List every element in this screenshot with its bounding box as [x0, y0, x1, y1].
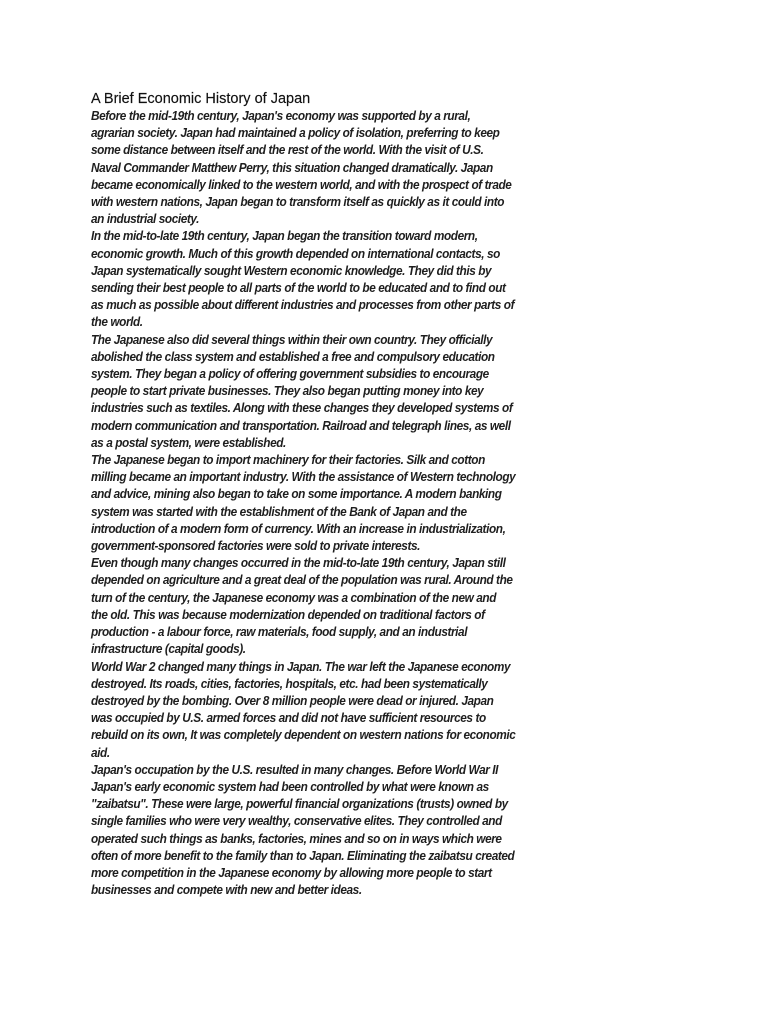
paragraph-occupation	[91, 762, 570, 900]
document-body	[91, 108, 571, 899]
text-line: Even though many changes occurred in the mid-to-late 19th century, Japan still	[91, 556, 506, 571]
text-line: World War 2 changed many things in Japan. The war left the Japanese economy	[91, 659, 511, 674]
paragraph-agriculture	[91, 555, 570, 658]
paragraph-world-war-2	[91, 659, 570, 762]
text-line: sending their best people to all parts of the world to be educated and to find out	[91, 281, 506, 296]
text-line: Japan systematically sought Western economic knowledge. They did this by	[91, 263, 492, 278]
text-line: system was started with the establishment of the Bank of Japan and the	[91, 504, 467, 519]
text-line: destroyed by the bombing. Over 8 million people were dead or injured. Japan	[91, 693, 494, 708]
text-line: the old. This was because modernization depended on traditional factors of	[91, 607, 485, 622]
text-line: modern communication and transportation. Railroad and telegraph lines, as well	[91, 418, 511, 433]
text-line: Before the mid-19th century, Japan's economy was supported by a rural,	[91, 109, 471, 123]
text-line: and advice, mining also began to take on some importance. A modern banking	[91, 487, 502, 502]
text-line: aid.	[91, 745, 110, 760]
text-line: government-sponsored factories were sold to private interests.	[91, 539, 421, 554]
text-line: became economically linked to the western world, and with the prospect of trade	[91, 177, 512, 192]
text-line: as much as possible about different industries and processes from other parts of	[91, 298, 515, 313]
text-line: rebuild on its own, It was completely dependent on western nations for economic	[91, 728, 516, 743]
paragraph-isolation	[91, 108, 570, 228]
text-line: infrastructure (capital goods).	[91, 642, 246, 657]
text-line: production - a labour force, raw materials, food supply, and an industrial	[91, 625, 468, 640]
text-line: system. They began a policy of offering government subsidies to encourage	[91, 367, 489, 382]
text-line: often of more benefit to the family than to Japan. Eliminating the zaibatsu created	[91, 848, 515, 863]
document-page	[91, 90, 571, 899]
text-line: Japan's early economic system had been controlled by what were known as	[91, 779, 489, 794]
text-line: businesses and compete with new and better ideas.	[91, 883, 362, 898]
text-line: The Japanese also did several things within their own country. They officially	[91, 332, 493, 347]
text-line: more competition in the Japanese economy by allowing more people to start	[91, 865, 492, 880]
paragraph-transition	[91, 228, 570, 331]
paragraph-industry	[91, 452, 570, 555]
text-line: was occupied by U.S. armed forces and did not have sufficient resources to	[91, 711, 486, 726]
text-line: turn of the century, the Japanese economy was a combination of the new and	[91, 590, 497, 605]
text-line: with western nations, Japan began to transform itself as quickly as it could into	[91, 195, 505, 210]
text-line: industries such as textiles. Along with these changes they developed systems of	[91, 401, 513, 416]
text-line: The Japanese began to import machinery for their factories. Silk and cotton	[91, 453, 485, 468]
text-line: Japan's occupation by the U.S. resulted in many changes. Before World War II	[91, 762, 499, 777]
text-line: introduction of a modern form of currency. With an increase in industrialization,	[91, 521, 506, 536]
paragraph-domestic-reforms	[91, 332, 570, 452]
text-line: agrarian society. Japan had maintained a policy of isolation, preferring to keep	[91, 126, 500, 141]
text-line: milling became an important industry. With the assistance of Western technology	[91, 470, 516, 485]
text-line: depended on agriculture and a great deal of the population was rural. Around the	[91, 573, 513, 588]
text-line: In the mid-to-late 19th century, Japan began the transition toward modern,	[91, 229, 478, 244]
text-line: as a postal system, were established.	[91, 435, 286, 450]
text-line: abolished the class system and established a free and compulsory education	[91, 349, 495, 364]
text-line: economic growth. Much of this growth depended on international contacts, so	[91, 246, 500, 261]
text-line: people to start private businesses. They also began putting money into key	[91, 384, 484, 399]
text-line: operated such things as banks, factories, mines and so on in ways which were	[91, 831, 502, 846]
text-line: an industrial society.	[91, 212, 200, 227]
text-line: destroyed. Its roads, cities, factories, hospitals, etc. had been systematically	[91, 676, 488, 691]
text-line: some distance between itself and the rest of the world. With the visit of U.S.	[91, 143, 484, 158]
document-title: A Brief Economic History of Japan	[91, 91, 311, 107]
text-line: the world.	[91, 315, 143, 330]
text-line: single families who were very wealthy, conservative elites. They controlled and	[91, 814, 502, 829]
text-line: Naval Commander Matthew Perry, this situation changed dramatically. Japan	[91, 160, 493, 175]
text-line: "zaibatsu". These were large, powerful financial organizations (trusts) owned by	[91, 797, 508, 812]
